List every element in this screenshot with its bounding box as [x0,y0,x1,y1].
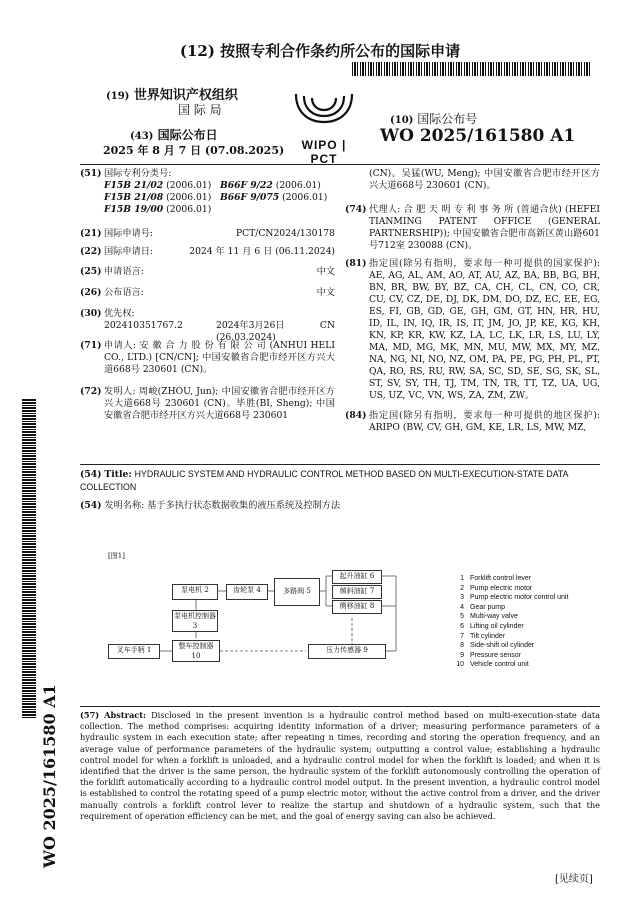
ipc-row: F15B 19/00 (2006.01) [104,204,212,215]
org-bureau: 国 际 局 [178,103,222,117]
legend-item: 1 Forklift control lever [460,575,532,582]
wipo-emblem-icon [288,92,360,132]
wipo-logo [288,92,360,166]
pubdate: 2025 年 8 月 7 日 (07.08.2025) [103,144,285,157]
legend-item: 5 Multi-way valve [460,613,518,621]
wipo-logo-text: WIPO | PCT [301,138,347,166]
ipc-row: B66F 9/22 (2006.01) [220,180,321,191]
motor-controller-box: 泵电机控制器 3 [174,612,216,630]
legend-item: 3 Pump electric motor control unit [460,594,569,602]
regional-block: (84) 指定国(除另有指明，要求每一种可提供的地区保护): ARIPO (BW, CV, GH, GM, KE, LR, LS, MW, MZ, [345,410,600,433]
ipc-row: B66F 9/075 (2006.01) [220,192,328,203]
applicant-block: (71) 申请人: 安 徽 合 力 股 份 有 限 公 司 (ANHUI HELI CO., LTD.) [CN/CN]; 中国安徽省合肥市经开区方兴大道668号 230601 (CN)。 [80,340,335,375]
gear-pump-box: 齿轮泵 4 [226,584,268,600]
titles-rule [80,464,600,465]
legend-item: 10 Vehicle control unit [456,661,529,669]
pubdate-label: (43) 国际公布日 [130,128,218,142]
lifting-cylinder-box: 起升油缸 6 [332,570,382,584]
legend-item: 6 Lifting oil cylinder [460,622,524,630]
appno-row: (21) 国际申请号: PCT/CN2024/130178 [80,228,335,239]
ipc-block: (51) 国际专利分类号: F15B 21/02 (2006.01) B66F 9/22 (2006.01) F15B 21/08 (2006.01) B66F 9/075 (2006.01) F15B 19/00 (2006.01) [80,168,328,215]
filing-lang-row: (25) 申请语言: 中文 [80,266,335,277]
designated-states-block: (81) 指定国(除另有指明，要求每一种可提供的国家保护): AE, AG, AL, AM, AO, AT, AU, AZ, BA, BB, BG, BH, BN, BR, BW, BY, BZ, CA, CH, CL, CN, CO, CR, CU, CV, CZ, DE, DJ, DK, DM, DO, DZ, EC, EE, EG, ES, FI, GB, GD, GE, GH, GM, GT, HN, HR, HU, ID, IL, IN, IQ, IR, IS, IT, JM, JO, JP, KE, KG, KH, KN, KP, KR, KW, KZ, LA, LC, LK, LR, LS, LU, LY, MA, MD, MG, MK, MN, MU, MW, MX, MY, MZ, NA, NG, NI, NO, NZ, OM, PA, PE, PG, PH, PL, PT, QA, RO, RS, RU, RW, SA, SC, SD, SE, SG, SK, SL, ST, SV, SY, TH, TJ, TM, TN, TR, TT, TZ, UA, UG, US, UZ, VC, VN, WS, ZA, ZM, ZW。 [345,258,600,401]
top-barcode [352,62,590,76]
tilt-cylinder-box: 倾斜油缸 7 [332,585,382,599]
inventor-block: (72) 发明人: 周峻(ZHOU, Jun); 中国安徽省合肥市经开区方兴大道668号 230601 (CN)。毕胜(BI, Sheng); 中国安徽省合肥市经开区方兴大道668号 230601 [80,386,335,421]
document-title: (12) 按照专利合作条约所公布的国际申请 [179,42,461,60]
side-barcode [22,398,36,718]
pubno-label: (10) 国际公布号 [390,112,478,126]
figure-legend [452,574,568,670]
pump-motor-box: 泵电机 2 [172,584,218,600]
multiway-valve-box: 多路阀 5 [274,578,320,606]
ipc-row: F15B 21/08 (2006.01) [104,192,212,203]
abstract: (57) Abstract: Disclosed in the present invention is a hydraulic control method based on multi-execution-state data collection. The method comprises: acquiring identity information of a driver; measuring performance parameters of a hydraulic system in each execution state; after repeating n times, recording and storing the operation frequency, and an average value of performance parameters of the hydraulic system; outputting a control value; establishing a hydraulic control model for when a forklift is unloaded, and a hydraulic control model for when the forklift is loaded; and when it is identified that the driver is the same person, the hydraulic system of the forklift autonomously controlling the operation of the forklift automatically according to a hydraulic control model output. In the present invention, a hydraulic control model is established to control the rotating speed of a pump electric motor, without the active control from a driver, and the driver manually controls a forklift control lever to realize the startup and shutdown of a hydraulic system, such that the requirement of operation efficiency can be met, and the goal of energy saving can also be achieved. [80,710,601,821]
filing-row: (22) 国际申请日: 2024 年 11 月 6 日 (06.11.2024) [80,246,335,257]
side-shift-cylinder-box: 侧移油缸 8 [332,600,382,614]
legend-item: 9 Pressure sensor [460,651,521,659]
abstract-rule [80,706,600,707]
forklift-lever-box: 叉车手柄 1 [108,644,160,659]
publication-number: WO 2025/161580 A1 [380,126,576,146]
pub-lang-row: (26) 公布语言: 中文 [80,287,335,298]
side-publication-number: WO 2025/161580 A1 [40,684,59,868]
vehicle-controller-box: 整车控制器 10 [172,640,220,662]
continued-note: [见续页] [555,874,593,885]
priority-block: (30) 优先权: 202410351767.2 2024年3月26日 (26.03.2024) CN [80,308,335,343]
title-zh: (54) 发明名称: 基于多执行状态数据收集的液压系统及控制方法 [80,500,341,511]
legend-item: 4 Gear pump [460,603,506,611]
legend-item: 7 Tilt cylinder [460,632,506,640]
header-rule [80,164,600,165]
inventor-continued: (CN)。吴猛(WU, Meng); 中国安徽省合肥市经开区方兴大道668号 230601 (CN)。 [369,168,600,191]
figure-label: [图1] [108,552,125,560]
title-en: (54) Title: HYDRAULIC SYSTEM AND HYDRAULIC CONTROL METHOD BASED ON MULTI-EXECUTION-STATE DATA COLLECTION [80,469,569,492]
legend-item: 2 Pump electric motor [460,584,533,592]
agent-block: (74) 代理人: 合 肥 天 明 专 利 事 务 所 (普通合伙) (HEFEI TIANMING PATENT OFFICE (GENERAL PARTNERSHIP)); 中国安徽省合肥市高新区黄山路601号712室 230088 (CN)。 [345,204,600,251]
right-column [345,168,600,440]
legend-item: 8 Side-shift oil cylinder [460,642,535,650]
left-column [80,168,335,426]
org-name: (19) 世界知识产权组织 [106,88,238,103]
pressure-sensor-box: 压力传感器 9 [308,644,386,659]
ipc-row: F15B 21/02 (2006.01) [104,180,212,191]
